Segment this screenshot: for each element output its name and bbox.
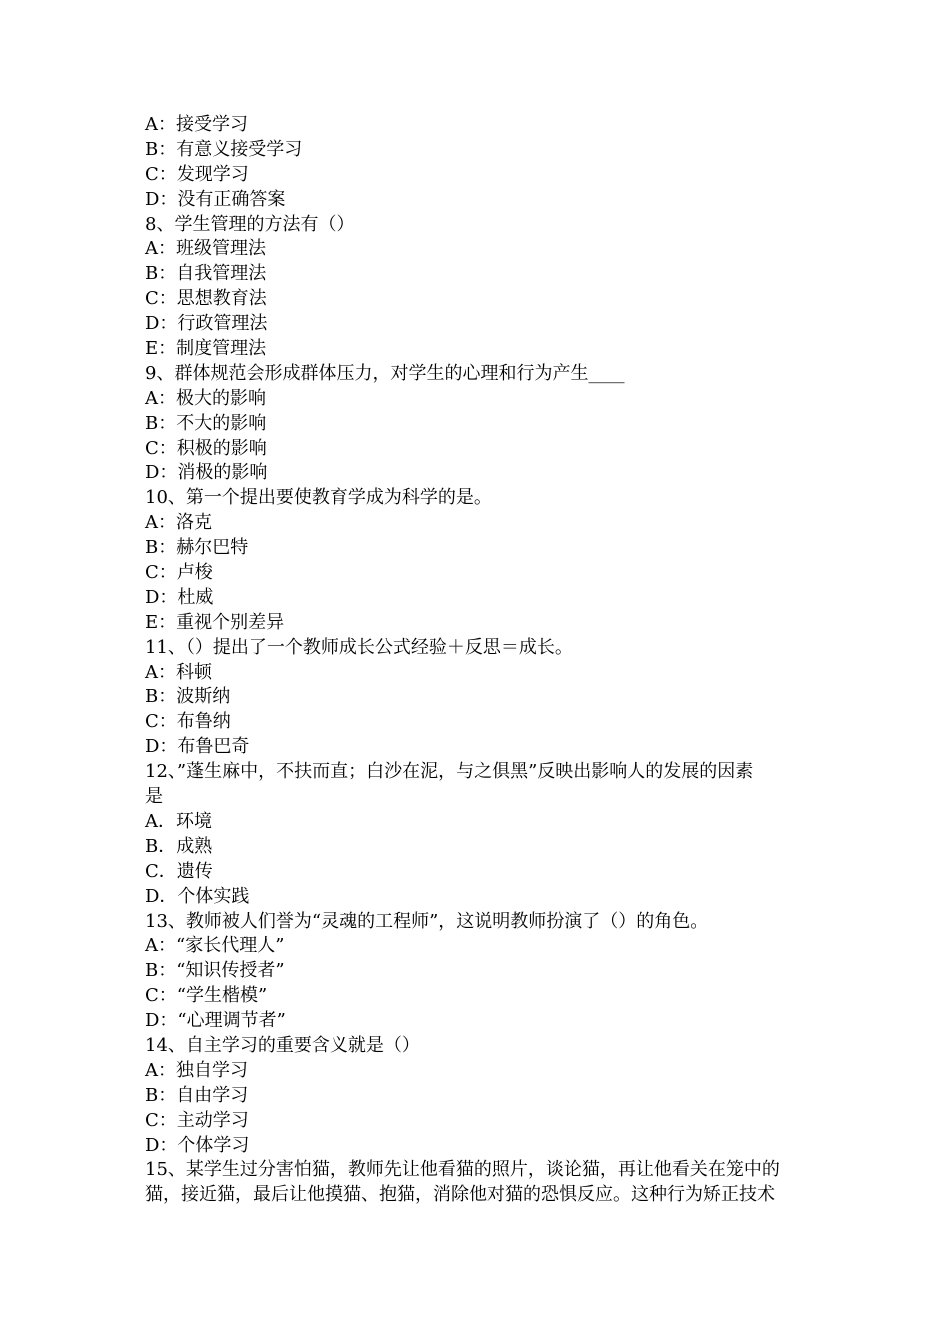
option-line: B：有意义接受学习 — [145, 138, 303, 160]
option-line: B：波斯纳 — [145, 686, 231, 708]
option-line: C：思想教育法 — [145, 288, 267, 310]
question-line: 15、某学生过分害怕猫，教师先让他看猫的照片，谈论猫，再让他看关在笼中的 — [145, 1159, 780, 1181]
option-line: C：主动学习 — [145, 1109, 249, 1131]
question-line: 11、（）提出了一个教师成长公式经验＋反思＝成长。 — [145, 636, 573, 658]
option-line: A：科顿 — [145, 661, 212, 683]
option-line: C．遗传 — [145, 860, 213, 882]
option-line: A：“家长代理人” — [145, 935, 285, 957]
option-line: C：“学生楷模” — [145, 985, 268, 1007]
question-line: 10、第一个提出要使教育学成为科学的是。 — [145, 487, 492, 509]
question-line: 13、教师被人们誉为“灵魂的工程师”，这说明教师扮演了（）的角色。 — [145, 910, 709, 932]
option-line: D：行政管理法 — [145, 313, 268, 335]
question-line-continued: 猫，接近猫，最后让他摸猫、抱猫，消除他对猫的恐惧反应。这种行为矫正技术 — [145, 1184, 775, 1206]
option-line: D：杜威 — [145, 586, 214, 608]
option-line: A：洛克 — [145, 512, 212, 534]
option-line: A：独自学习 — [145, 1059, 248, 1081]
option-line: C：卢梭 — [145, 562, 213, 584]
option-line: E：重视个别差异 — [145, 611, 285, 633]
question-line: 14、自主学习的重要含义就是（） — [145, 1034, 420, 1056]
option-line: A：班级管理法 — [145, 238, 266, 260]
option-line: A：极大的影响 — [145, 387, 266, 409]
option-line: A．环境 — [145, 810, 212, 832]
option-line: B．成熟 — [145, 835, 213, 857]
option-line: D：布鲁巴奇 — [145, 736, 250, 758]
option-line: B：不大的影响 — [145, 412, 267, 434]
option-line: B：自由学习 — [145, 1084, 249, 1106]
option-line: D．个体实践 — [145, 885, 250, 907]
option-line: B：自我管理法 — [145, 263, 267, 285]
option-line: C：积极的影响 — [145, 437, 267, 459]
option-line: E：制度管理法 — [145, 338, 267, 360]
option-line: B：“知识传授者” — [145, 960, 285, 982]
option-line: C：布鲁纳 — [145, 711, 231, 733]
option-line: A：接受学习 — [145, 114, 248, 135]
question-line-continued: 是 — [145, 786, 163, 808]
question-line: 9、群体规范会形成群体压力，对学生的心理和行为产生____ — [145, 362, 625, 384]
option-line: D：“心理调节者” — [145, 1010, 286, 1032]
option-line: B：赫尔巴特 — [145, 537, 249, 559]
question-line: 12、”蓬生麻中，不扶而直；白沙在泥，与之俱黑”反映出影响人的发展的因素 — [145, 761, 754, 783]
option-line: D：没有正确答案 — [145, 188, 286, 210]
option-line: C：发现学习 — [145, 163, 249, 185]
question-line: 8、学生管理的方法有（） — [145, 213, 355, 235]
option-line: D：个体学习 — [145, 1134, 250, 1156]
option-line: D：消极的影响 — [145, 462, 268, 484]
document-page — [145, 113, 815, 1208]
